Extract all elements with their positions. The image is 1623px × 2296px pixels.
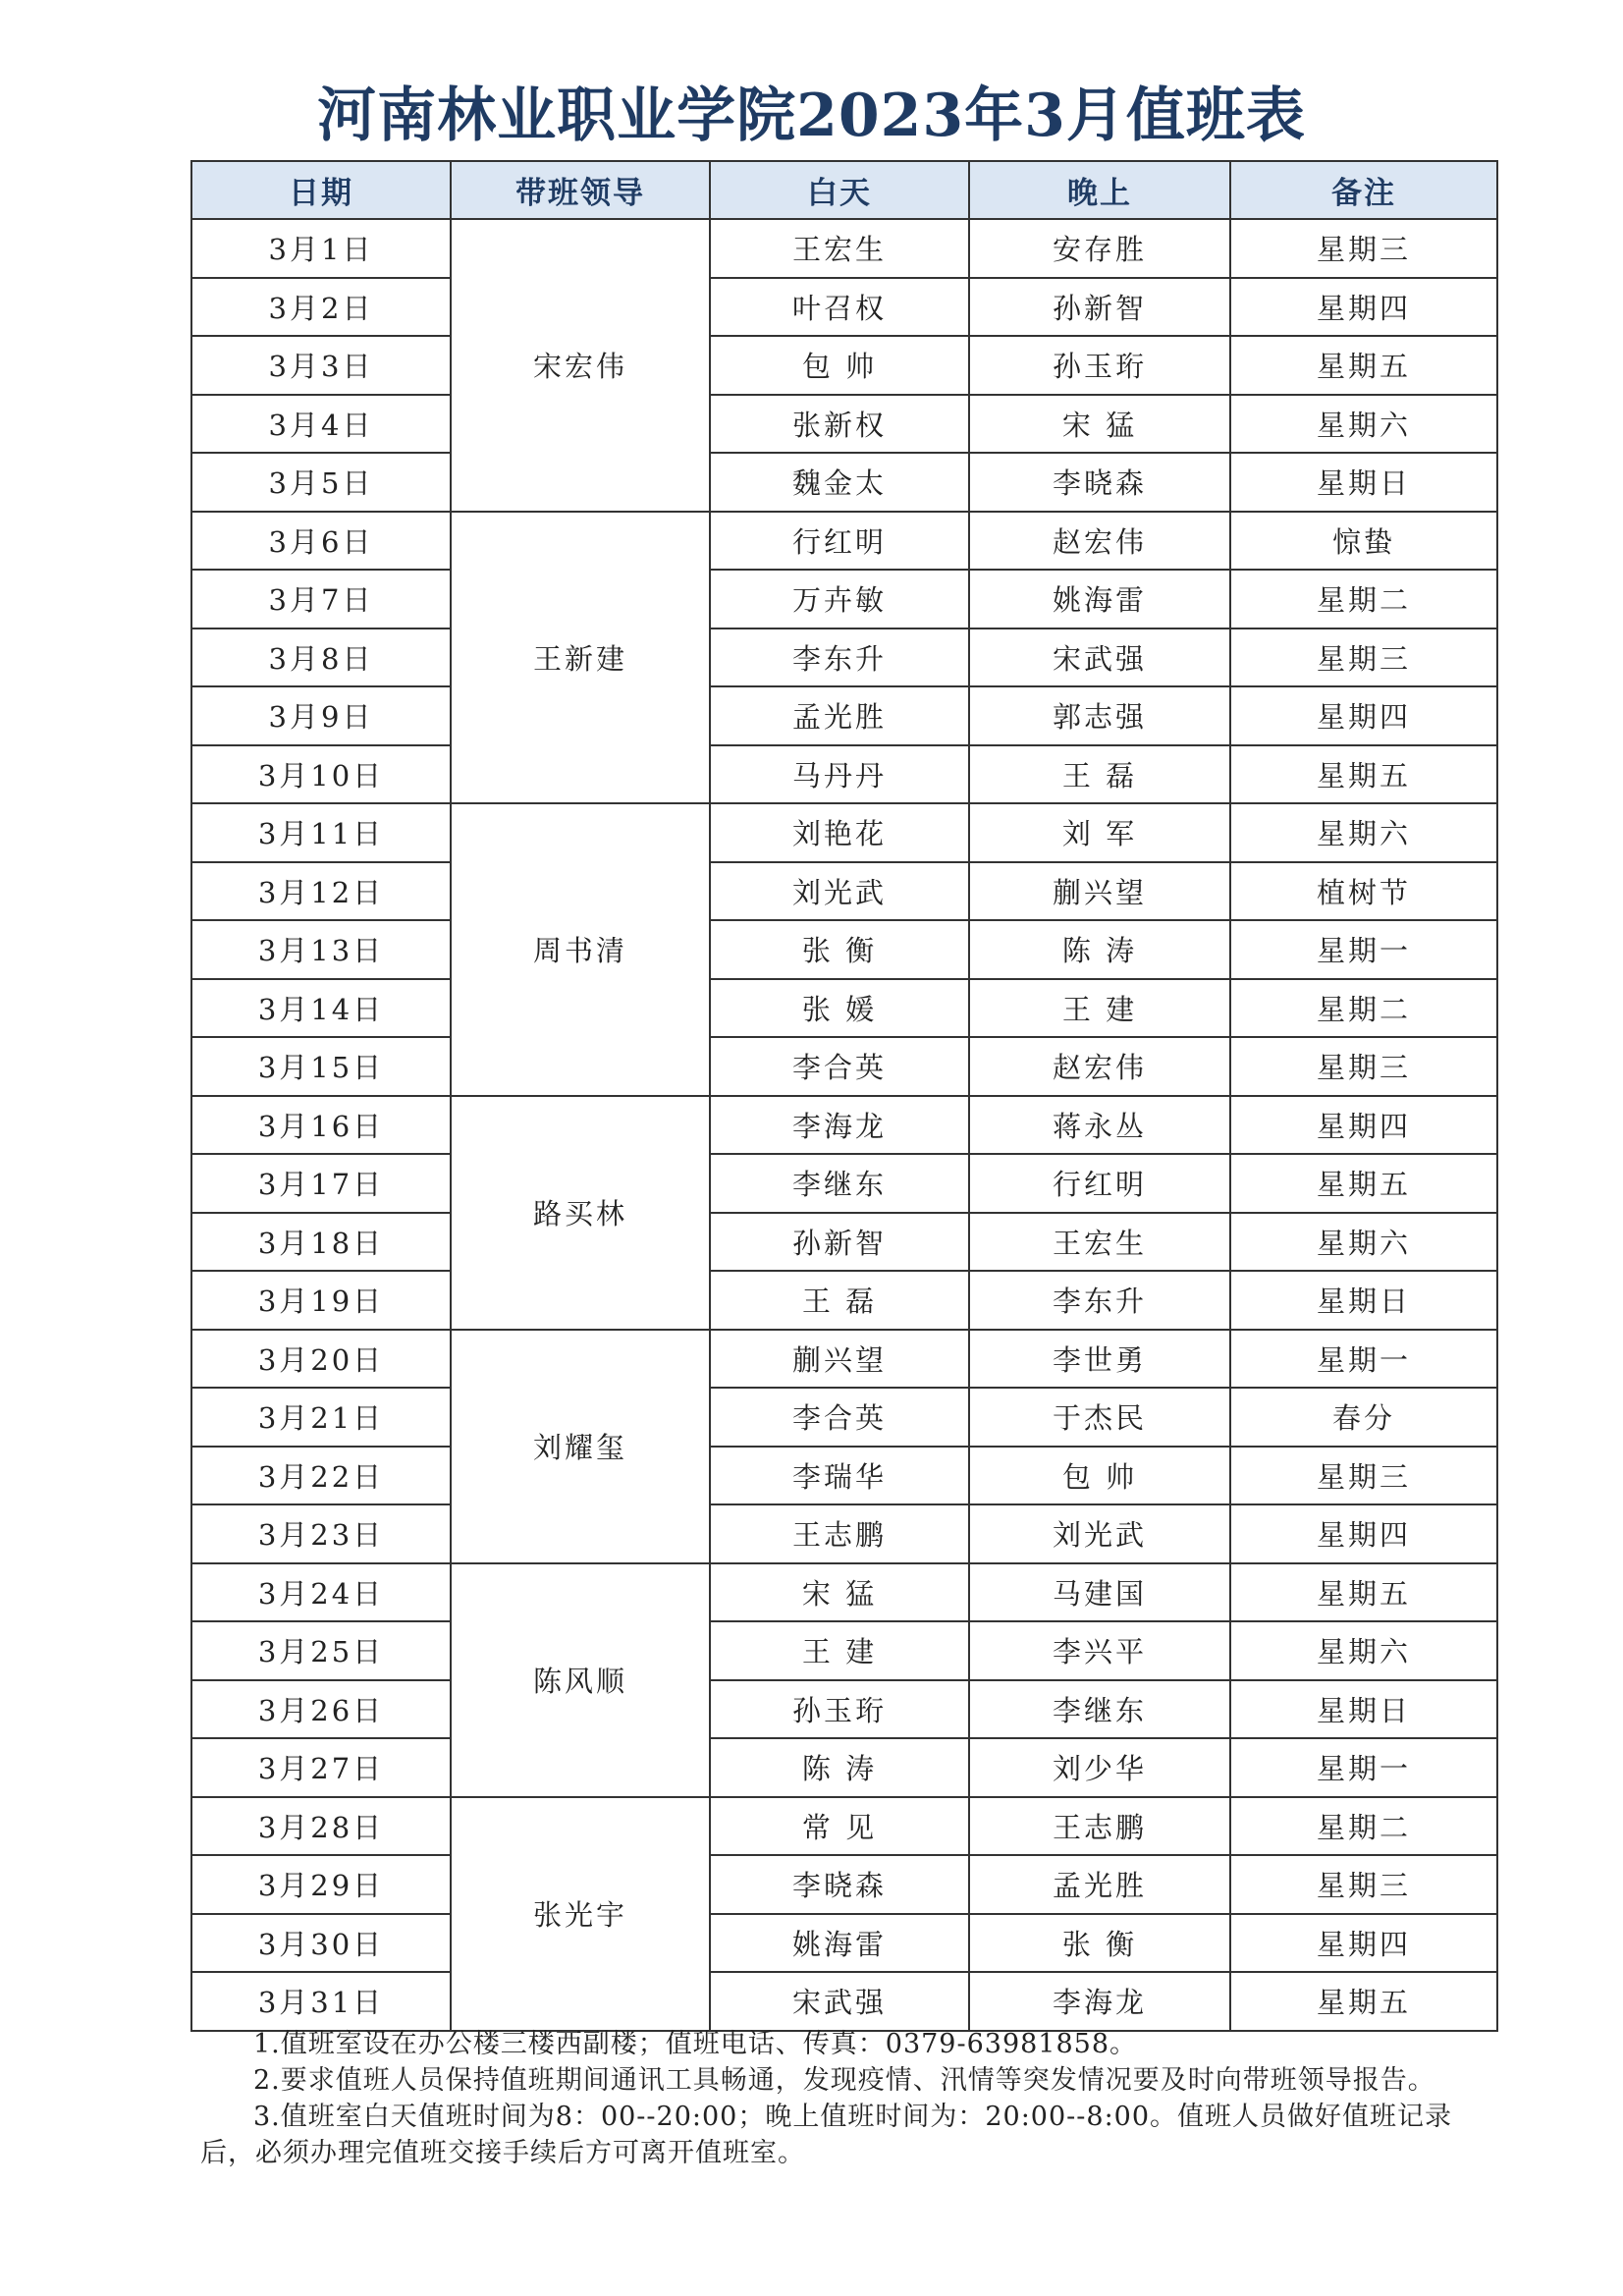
date-cell: 3月17日 [191,1154,451,1213]
duty-table [190,160,1498,2032]
note-cell: 星期一 [1230,1330,1497,1389]
night-shift-cell: 王 磊 [969,745,1230,804]
day-shift-cell: 孟光胜 [710,686,969,745]
night-shift-cell: 孟光胜 [969,1855,1230,1914]
note-cell: 星期三 [1230,1037,1497,1096]
date-cell: 3月7日 [191,570,451,629]
day-shift-cell: 叶召权 [710,278,969,337]
table-row [191,1037,1497,1096]
day-shift-cell: 王志鹏 [710,1504,969,1563]
leader-cell: 宋宏伟 [451,219,710,512]
table-row [191,1563,1497,1622]
day-shift-cell: 刘艳花 [710,803,969,862]
date-cell: 3月12日 [191,862,451,921]
table-row [191,278,1497,337]
table-row [191,453,1497,512]
night-shift-cell: 赵宏伟 [969,1037,1230,1096]
night-shift-cell: 安存胜 [969,219,1230,278]
header-note: 备注 [1230,161,1497,219]
note-cell: 星期一 [1230,1738,1497,1797]
day-shift-cell: 常 见 [710,1797,969,1856]
night-shift-cell: 马建国 [969,1563,1230,1622]
table-row [191,1797,1497,1856]
date-cell: 3月30日 [191,1914,451,1973]
night-shift-cell: 孙新智 [969,278,1230,337]
night-shift-cell: 刘少华 [969,1738,1230,1797]
table-row [191,1213,1497,1272]
night-shift-cell: 李晓森 [969,453,1230,512]
table-row [191,1388,1497,1447]
day-shift-cell: 孙新智 [710,1213,969,1272]
table-row [191,920,1497,979]
date-cell: 3月9日 [191,686,451,745]
night-shift-cell: 包 帅 [969,1447,1230,1505]
date-cell: 3月10日 [191,745,451,804]
note-cell: 星期六 [1230,803,1497,862]
note-cell: 星期三 [1230,629,1497,687]
day-shift-cell: 张新权 [710,395,969,454]
day-shift-cell: 李东升 [710,629,969,687]
table-row [191,1504,1497,1563]
note-cell: 星期四 [1230,686,1497,745]
note-cell: 星期五 [1230,1154,1497,1213]
day-shift-cell: 魏金太 [710,453,969,512]
date-cell: 3月11日 [191,803,451,862]
day-shift-cell: 包 帅 [710,336,969,395]
note-cell: 星期五 [1230,745,1497,804]
day-shift-cell: 张 衡 [710,920,969,979]
note-cell: 星期六 [1230,1213,1497,1272]
day-shift-cell: 宋 猛 [710,1563,969,1622]
table-row [191,1447,1497,1505]
note-cell: 星期四 [1230,1096,1497,1155]
note-cell: 星期五 [1230,1563,1497,1622]
note-cell: 星期四 [1230,278,1497,337]
header-date: 日期 [191,161,451,219]
night-shift-cell: 宋武强 [969,629,1230,687]
table-row [191,1621,1497,1680]
leader-cell: 刘耀玺 [451,1330,710,1563]
table-row [191,803,1497,862]
night-shift-cell: 张 衡 [969,1914,1230,1973]
note-cell: 植树节 [1230,862,1497,921]
date-cell: 3月20日 [191,1330,451,1389]
date-cell: 3月27日 [191,1738,451,1797]
date-cell: 3月28日 [191,1797,451,1856]
date-cell: 3月21日 [191,1388,451,1447]
header-night-shift: 晚上 [969,161,1230,219]
date-cell: 3月8日 [191,629,451,687]
note-cell: 星期五 [1230,1972,1497,2031]
night-shift-cell: 刘光武 [969,1504,1230,1563]
note-2: 2.要求值班人员保持值班期间通讯工具畅通，发现疫情、汛情等突发情况要及时向带班领导报告。 [253,2065,1435,2096]
day-shift-cell: 李海龙 [710,1096,969,1155]
night-shift-cell: 赵宏伟 [969,512,1230,571]
date-cell: 3月22日 [191,1447,451,1505]
day-shift-cell: 李合英 [710,1037,969,1096]
night-shift-cell: 王宏生 [969,1213,1230,1272]
note-cell: 星期三 [1230,1855,1497,1914]
note-cell: 星期日 [1230,1680,1497,1739]
notes [200,2026,1488,2171]
date-cell: 3月15日 [191,1037,451,1096]
night-shift-cell: 蒯兴望 [969,862,1230,921]
table-row [191,1855,1497,1914]
table-row [191,570,1497,629]
date-cell: 3月2日 [191,278,451,337]
leader-cell: 张光宇 [451,1797,710,2031]
table-row [191,1271,1497,1330]
note-cell: 星期三 [1230,1447,1497,1505]
day-shift-cell: 行红明 [710,512,969,571]
note-cell: 星期四 [1230,1914,1497,1973]
day-shift-cell: 孙玉珩 [710,1680,969,1739]
night-shift-cell: 王 建 [969,979,1230,1038]
date-cell: 3月3日 [191,336,451,395]
night-shift-cell: 姚海雷 [969,570,1230,629]
date-cell: 3月25日 [191,1621,451,1680]
date-cell: 3月24日 [191,1563,451,1622]
day-shift-cell: 蒯兴望 [710,1330,969,1389]
date-cell: 3月14日 [191,979,451,1038]
note-cell: 惊蛰 [1230,512,1497,571]
day-shift-cell: 王宏生 [710,219,969,278]
day-shift-cell: 李瑞华 [710,1447,969,1505]
table-row [191,336,1497,395]
date-cell: 3月5日 [191,453,451,512]
table-header-row [191,161,1497,219]
day-shift-cell: 姚海雷 [710,1914,969,1973]
table-row [191,1914,1497,1973]
note-cell: 星期二 [1230,570,1497,629]
date-cell: 3月18日 [191,1213,451,1272]
note-cell: 星期日 [1230,1271,1497,1330]
date-cell: 3月23日 [191,1504,451,1563]
note-cell: 星期三 [1230,219,1497,278]
leader-cell: 周书清 [451,803,710,1096]
night-shift-cell: 郭志强 [969,686,1230,745]
date-cell: 3月16日 [191,1096,451,1155]
night-shift-cell: 李兴平 [969,1621,1230,1680]
day-shift-cell: 王 磊 [710,1271,969,1330]
page-title: 河南林业职业学院2023年3月值班表 [317,82,1306,150]
note-cell: 星期一 [1230,920,1497,979]
note-cell: 春分 [1230,1388,1497,1447]
night-shift-cell: 李海龙 [969,1972,1230,2031]
day-shift-cell: 李晓森 [710,1855,969,1914]
date-cell: 3月29日 [191,1855,451,1914]
header-day-shift: 白天 [710,161,969,219]
note-1: 1.值班室设在办公楼三楼西副楼；值班电话、传真：0379-63981858。 [253,2029,1138,2059]
note-cell: 星期四 [1230,1504,1497,1563]
date-cell: 3月6日 [191,512,451,571]
day-shift-cell: 王 建 [710,1621,969,1680]
day-shift-cell: 李合英 [710,1388,969,1447]
table-row [191,686,1497,745]
table-row [191,219,1497,278]
night-shift-cell: 李东升 [969,1271,1230,1330]
night-shift-cell: 刘 军 [969,803,1230,862]
night-shift-cell: 李继东 [969,1680,1230,1739]
night-shift-cell: 行红明 [969,1154,1230,1213]
date-cell: 3月4日 [191,395,451,454]
duty-table-body [191,219,1497,2031]
day-shift-cell: 张 媛 [710,979,969,1038]
note-cell: 星期五 [1230,336,1497,395]
date-cell: 3月13日 [191,920,451,979]
table-row [191,395,1497,454]
table-row [191,1972,1497,2031]
table-row [191,1738,1497,1797]
note-cell: 星期六 [1230,395,1497,454]
date-cell: 3月31日 [191,1972,451,2031]
day-shift-cell: 李继东 [710,1154,969,1213]
date-cell: 3月19日 [191,1271,451,1330]
night-shift-cell: 宋 猛 [969,395,1230,454]
night-shift-cell: 蒋永丛 [969,1096,1230,1155]
leader-cell: 陈风顺 [451,1563,710,1797]
table-row [191,1154,1497,1213]
note-cell: 星期六 [1230,1621,1497,1680]
note-cell: 星期二 [1230,1797,1497,1856]
day-shift-cell: 陈 涛 [710,1738,969,1797]
table-row [191,1096,1497,1155]
night-shift-cell: 孙玉珩 [969,336,1230,395]
night-shift-cell: 李世勇 [969,1330,1230,1389]
table-row [191,862,1497,921]
table-row [191,629,1497,687]
note-3: 3.值班室白天值班时间为8：00--20:00；晚上值班时间为：20:00--8:00。值班人员做好值班记录后，必须办理完值班交接手续后方可离开值班室。 [200,2102,1453,2168]
day-shift-cell: 刘光武 [710,862,969,921]
header-leader: 带班领导 [451,161,710,219]
note-cell: 星期日 [1230,453,1497,512]
day-shift-cell: 万卉敏 [710,570,969,629]
table-row [191,979,1497,1038]
night-shift-cell: 陈 涛 [969,920,1230,979]
table-row [191,1330,1497,1389]
note-cell: 星期二 [1230,979,1497,1038]
leader-cell: 王新建 [451,512,710,804]
leader-cell: 路买林 [451,1096,710,1330]
date-cell: 3月1日 [191,219,451,278]
night-shift-cell: 于杰民 [969,1388,1230,1447]
table-row [191,512,1497,571]
day-shift-cell: 马丹丹 [710,745,969,804]
day-shift-cell: 宋武强 [710,1972,969,2031]
table-row [191,745,1497,804]
date-cell: 3月26日 [191,1680,451,1739]
night-shift-cell: 王志鹏 [969,1797,1230,1856]
table-row [191,1680,1497,1739]
